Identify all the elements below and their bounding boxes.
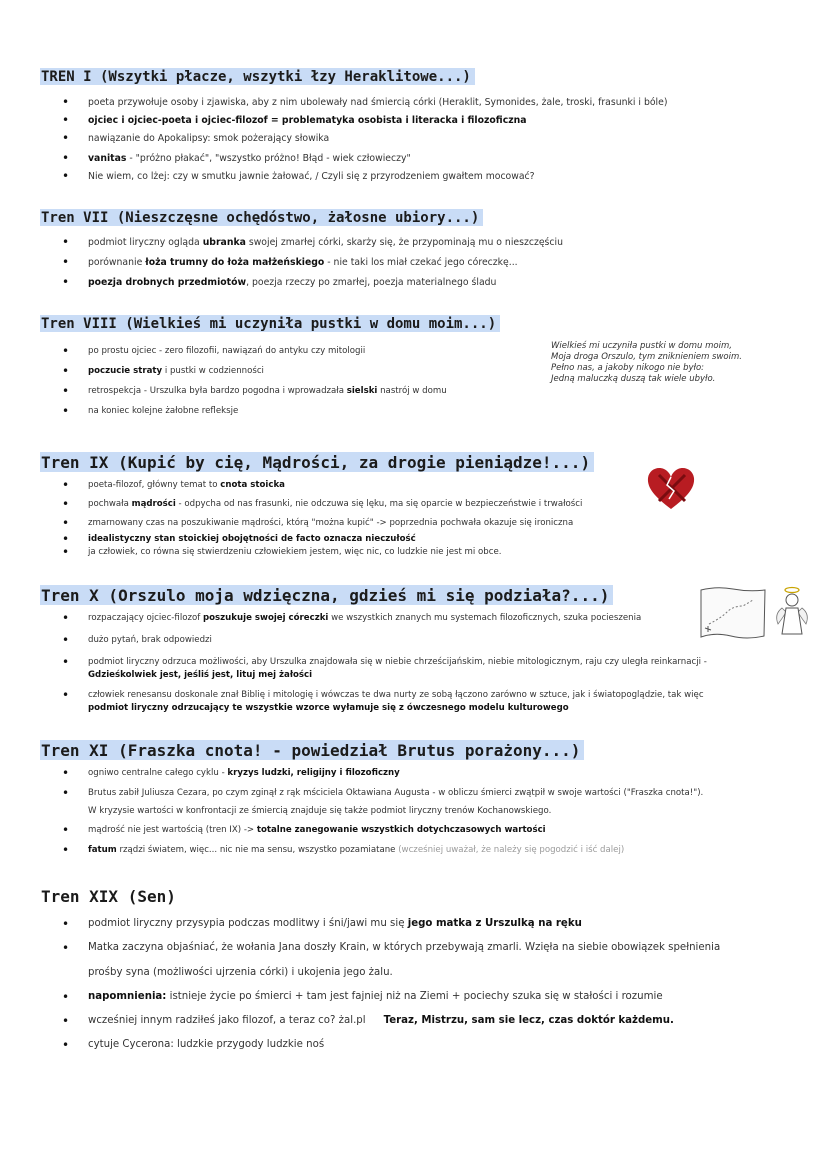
- list-item-continuation: prośby syna (możliwości ujrzenia córki) i ukojenia jego żalu.: [88, 967, 393, 978]
- list-item: • poczucie straty i pustki w codzienności: [40, 365, 500, 378]
- section-tren-1: [40, 66, 667, 183]
- list-item: • po prostu ojciec - zero filozofii, nawiązań do antyku czy mitologii: [40, 345, 500, 358]
- list-tren-11: [40, 767, 703, 857]
- list-item: • dużo pytań, brak odpowiedzi: [40, 634, 707, 647]
- list-item: • poezja drobnych przedmiotów, poezja rzeczy po zmarłej, poezja materialnego śladu: [40, 276, 563, 289]
- list-item: • zmarnowany czas na poszukiwanie mądrości, którą "można kupić" -> poprzednia pochwała okazuje się ironiczna: [40, 517, 594, 530]
- broken-heart-icon: [645, 463, 697, 513]
- list-item: • mądrość nie jest wartością (tren IX) -> totalne zanegowanie wszystkich dotychczasowych wartości: [40, 824, 703, 837]
- list-item: • fatum rządzi światem, więc... nic nie ma sensu, wszystko pozamiatane (wcześniej uważał, że należy się pogodzić i iść dalej): [40, 844, 703, 857]
- section-tren-8: [40, 313, 500, 418]
- list-item: • porównanie łoża trumny do łoża małżeńskiego - nie taki los miał czekać jego córeczkę...: [40, 256, 563, 269]
- list-item: • vanitas - "próżno płakać", "wszystko próżno! Błąd - wiek człowieczy": [40, 152, 667, 165]
- list-tren-9: [40, 479, 594, 559]
- section-tren-11: [40, 740, 703, 857]
- list-item: • Nie wiem, co lżej: czy w smutku jawnie żałować, / Czyli się z przyrodzeniem gwałtem mocować?: [40, 170, 667, 183]
- heading-tren-19: Tren XIX (Sen): [41, 887, 176, 906]
- list-item: • Matka zaczyna objaśniać, że wołania Jana doszły Krain, w których przebywają zmarli. Wzięła na siebie obowiązek spełnienia: [40, 941, 720, 955]
- list-item: • napomnienia: istnieje życie po śmierci + tam jest fajniej niż na Ziemi + pociechy szuka się w stałości i rozumie: [40, 990, 720, 1004]
- section-tren-19: [40, 886, 720, 1052]
- list-item: • ojciec i ojciec-poeta i ojciec-filozof = problematyka osobista i literacka i filozoficzna: [40, 114, 667, 127]
- heading-tren-7: Tren VII (Nieszczęsne ochędóstwo, żałosne ubiory...): [40, 209, 483, 226]
- section-tren-7: [40, 207, 563, 289]
- list-item: • poeta przywołuje osoby i zjawiska, aby z nim ubolewały nad śmiercią córki (Heraklit, Symonides, żale, troski, frasunki i bóle): [40, 96, 667, 109]
- list-item-continuation: W kryzysie wartości w konfrontacji ze śmiercią znajduje się także podmiot liryczny trenów Kochanowskiego.: [88, 806, 552, 816]
- list-item: • pochwała mądrości - odpycha od nas frasunki, nie odczuwa się lęku, ma się oparcie w bezpieczeństwie i trwałości: [40, 498, 594, 511]
- section-tren-10: [40, 585, 707, 715]
- list-tren-7: [40, 236, 563, 289]
- list-item: • wcześniej innym radziłeś jako filozof, a teraz co? żal.pl Teraz, Mistrzu, sam sie lecz, czas doktór każdemu.: [40, 1014, 720, 1028]
- list-item: • Brutus zabił Juliusza Cezara, po czym zginął z rąk mściciela Oktawiana Augusta - w obliczu śmierci zwątpił w swoje wartości ("Fraszka cnota!").: [40, 787, 703, 800]
- list-item: • podmiot liryczny ogląda ubranka swojej zmarłej córki, skarży się, że przypominają mu o nieszczęściu: [40, 236, 563, 249]
- list-item: • człowiek renesansu doskonale znał Biblię i mitologię i wówczas te dwa nurty ze sobą łączono zarówno w sztuce, jak i światopoglądzie, tak więc: [40, 689, 707, 702]
- heading-tren-10: Tren X (Orszulo moja wdzięczna, gdzieś mi się podziała?...): [40, 585, 613, 605]
- section-tren-9: [40, 452, 594, 559]
- list-item: • rozpaczający ojciec-filozof poszukuje swojej córeczki we wszystkich znanych mu systemach filozoficznych, szuka pocieszenia: [40, 612, 707, 625]
- heading-tren-8: Tren VIII (Wielkieś mi uczyniła pustki w domu moim...): [40, 315, 500, 332]
- list-tren-10: [40, 612, 707, 715]
- list-tren-8: [40, 345, 500, 418]
- list-item: • na koniec kolejne żałobne refleksje: [40, 405, 500, 418]
- list-item: • cytuje Cycerona: ludzkie przygody ludzkie noś: [40, 1038, 720, 1052]
- heading-tren-9: Tren IX (Kupić by cię, Mądrości, za drogie pieniądze!...): [40, 452, 594, 472]
- list-item: • podmiot liryczny odrzuca możliwości, aby Urszulka znajdowała się w niebie chrześcijańskim, niebie mitologicznym, raju czy uległa reinkarnacji -: [40, 656, 707, 669]
- list-tren-1: [40, 96, 667, 183]
- list-tren-19: [40, 917, 720, 1052]
- list-item-continuation: podmiot liryczny odrzucający te wszystkie wzorce wyłamuje się z ówczesnego modelu kulturowego: [88, 703, 569, 713]
- map-sketch-icon: [697, 584, 769, 642]
- list-item: • retrospekcja - Urszulka była bardzo pogodna i wprowadzała sielski nastrój w domu: [40, 385, 500, 398]
- list-item: • poeta-filozof, główny temat to cnota stoicka: [40, 479, 594, 492]
- list-item: • ogniwo centralne całego cyklu - kryzys ludzki, religijny i filozoficzny: [40, 767, 703, 780]
- list-item-continuation: Gdzieśkolwiek jest, jeśliś jest, lituj mej żałości: [88, 670, 313, 680]
- list-item: • ja człowiek, co równa się stwierdzeniu człowiekiem jestem, więc nic, co ludzkie nie jest mi obce.: [40, 546, 594, 559]
- poem-quote: Wielkieś mi uczyniła pustki w domu moim, Moja droga Orszulo, tym zniknieniem swoim. Pełno nas, a jakoby nikogo nie było: Jedną maluczką duszą tak wiele ubyło.: [551, 341, 742, 384]
- angel-drawing-icon: [772, 584, 812, 642]
- heading-tren-11: Tren XI (Fraszka cnota! - powiedział Brutus porażony...): [40, 740, 584, 760]
- heading-tren-1: TREN I (Wszytki płacze, wszytki łzy Heraklitowe...): [40, 68, 475, 85]
- list-item: • podmiot liryczny przysypia podczas modlitwy i śni/jawi mu się jego matka z Urszulką na ręku: [40, 917, 720, 931]
- list-item: • nawiązanie do Apokalipsy: smok pożerający słowika: [40, 132, 667, 145]
- list-item: • idealistyczny stan stoickiej obojętności de facto oznacza nieczułość: [40, 533, 594, 546]
